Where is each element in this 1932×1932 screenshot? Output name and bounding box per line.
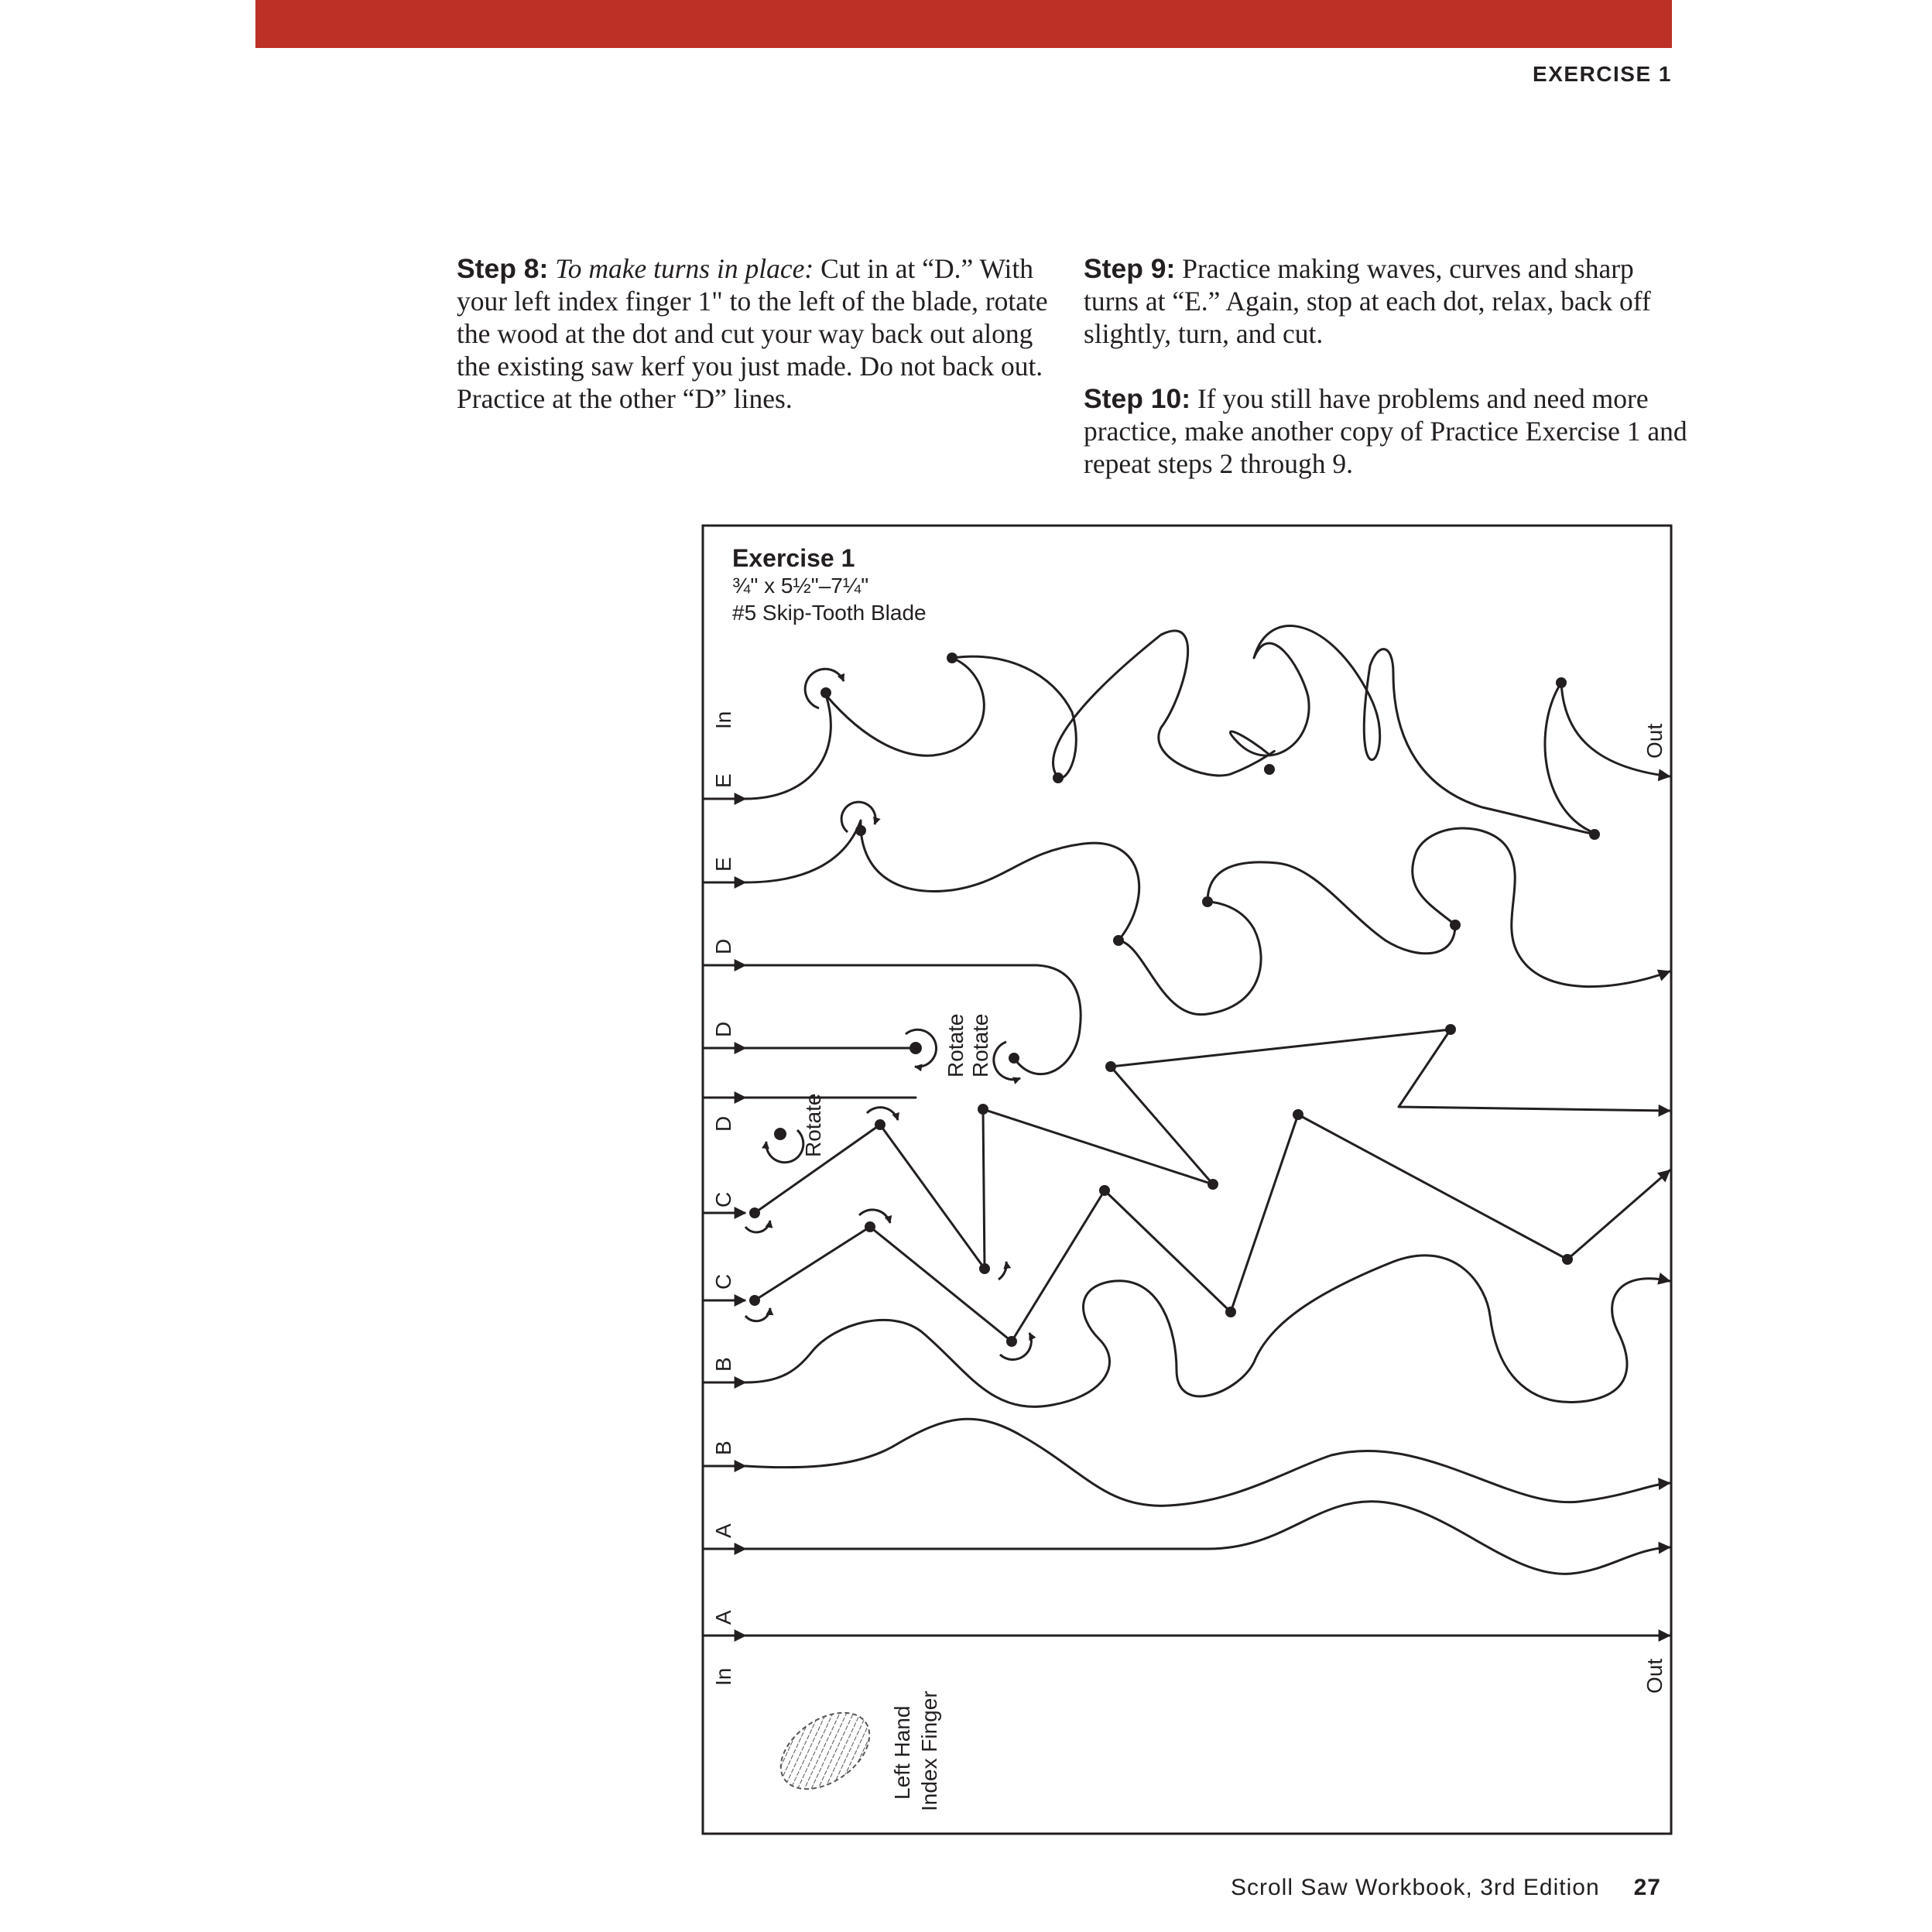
dot <box>1105 1061 1116 1072</box>
step-9-text: Practice making waves, curves and sharp turns at “E.” Again, stop at each dot, relax, back off slightly, turn, and cut. <box>1084 253 1651 349</box>
finger-label-line1: Left Hand <box>890 1705 914 1800</box>
dot <box>1208 1179 1218 1190</box>
dot <box>749 1208 760 1218</box>
dot <box>1006 1336 1017 1347</box>
cut-lines <box>745 626 1670 1636</box>
dot <box>1202 896 1213 907</box>
step-9-label: Step 9: <box>1084 253 1176 284</box>
cut-line-e-lower <box>745 820 1670 1015</box>
out-label-top: Out <box>1643 723 1667 759</box>
row-letter-b2: B <box>711 1440 735 1455</box>
cut-line-c-bottom <box>755 1115 1670 1341</box>
cut-line-d-turn <box>745 965 1081 1074</box>
dot <box>1113 935 1124 946</box>
dot <box>875 1119 886 1130</box>
in-label-top: In <box>711 711 735 729</box>
dot <box>1556 677 1567 688</box>
dot <box>947 653 957 663</box>
rotate-arrow-icon <box>999 1262 1006 1279</box>
dot <box>855 825 866 836</box>
page-footer <box>1231 1875 1661 1901</box>
finger-label-line2: Index Finger <box>917 1690 941 1811</box>
dot <box>820 687 831 698</box>
row-letter-b1: B <box>711 1357 735 1372</box>
rotate-label-1: Rotate <box>944 1013 968 1077</box>
page-number: 27 <box>1633 1875 1661 1900</box>
dot <box>774 1128 786 1140</box>
row-letter-d3: D <box>711 1115 735 1132</box>
dot <box>1589 829 1600 840</box>
section-label: EXERCISE 1 <box>1533 62 1672 86</box>
rotate-arrow-icon <box>745 1308 770 1321</box>
rotate-label-3: Rotate <box>801 1093 825 1157</box>
step-8-label: Step 8: <box>457 253 549 284</box>
row-letter-c2: C <box>711 1273 735 1290</box>
cut-line-b-curvy <box>745 1255 1670 1406</box>
row-letter-c1: C <box>711 1191 735 1208</box>
cut-line-e-upper <box>745 626 1670 834</box>
step-10-label: Step 10: <box>1084 383 1191 414</box>
exercise-dimensions: ¾" x 5½"–7¼" <box>732 574 869 598</box>
exercise-frame <box>703 526 1671 1834</box>
dot <box>1009 1053 1019 1064</box>
dot <box>1225 1307 1236 1317</box>
pivot-dots <box>749 653 1600 1347</box>
dot <box>1450 920 1461 930</box>
row-letter-a2: A <box>711 1610 735 1625</box>
rotate-arrow-icon <box>859 1210 890 1223</box>
row-letter-a1: A <box>711 1523 735 1538</box>
row-letter-d2: D <box>711 1021 735 1037</box>
in-label-bottom: In <box>711 1667 735 1686</box>
exercise-blade: #5 Skip-Tooth Blade <box>732 601 927 625</box>
step-8-text: Cut in at “D.” With your left index finger 1" to the left of the blade, rotate the wood at the dot and cut your way back out along the existing saw kerf you just made. Do not back out. Practice at the other “D” lines. <box>457 253 1048 414</box>
dot <box>865 1221 875 1232</box>
rotate-arrow-icon <box>745 1221 770 1232</box>
dot <box>1099 1185 1110 1196</box>
finger-placement-mark <box>767 1697 884 1805</box>
rotate-arrow-icon <box>867 1108 898 1120</box>
step-10-text: If you still have problems and need more practice, make another copy of Practice Exercise 1 and repeat steps 2 through 9. <box>1084 383 1687 479</box>
out-label-bottom: Out <box>1643 1658 1667 1694</box>
row-letter-e1: E <box>711 773 735 788</box>
dot <box>979 1263 990 1274</box>
dot <box>1053 772 1064 783</box>
dot <box>909 1042 922 1054</box>
dot <box>1293 1109 1303 1120</box>
book-title: Scroll Saw Workbook, 3rd Edition <box>1230 1875 1600 1900</box>
dot <box>749 1295 760 1306</box>
dot <box>1562 1254 1573 1265</box>
cut-line-a-wave <box>745 1502 1670 1574</box>
exercise-title: Exercise 1 <box>732 544 855 572</box>
dot <box>1264 764 1275 775</box>
step-8-italic: To make turns in place: <box>555 253 814 284</box>
cut-line-c-top <box>755 1029 1670 1269</box>
row-letter-e2: E <box>711 857 735 872</box>
row-letter-d1: D <box>711 938 735 954</box>
row-entry-arrows <box>703 799 745 1636</box>
dot <box>1445 1024 1456 1035</box>
row-letters <box>711 773 735 1625</box>
rotate-label-2: Rotate <box>968 1013 992 1077</box>
cut-line-b-gentle <box>745 1419 1670 1506</box>
dot <box>978 1104 988 1115</box>
